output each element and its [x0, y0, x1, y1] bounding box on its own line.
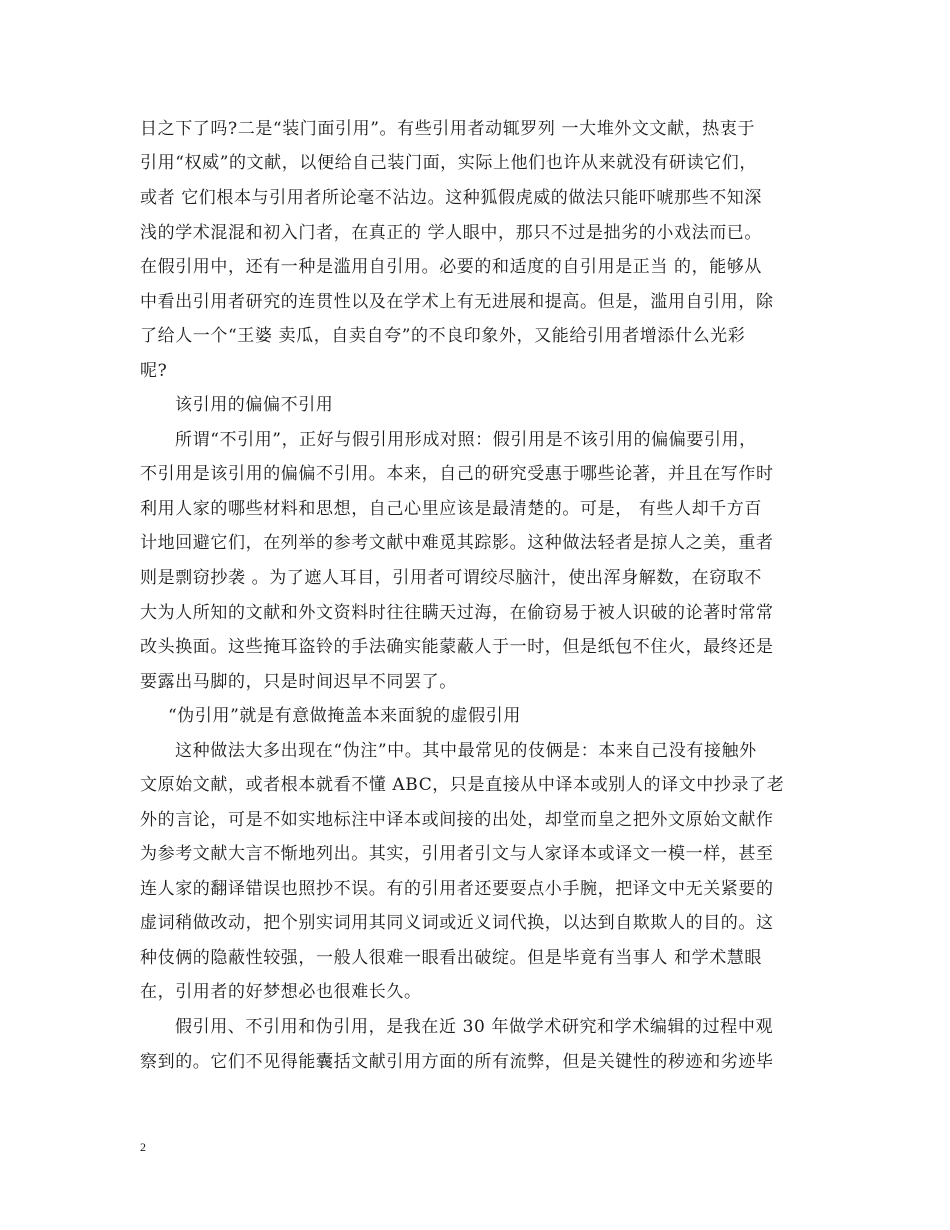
section-heading: 该引用的偏偏不引用: [175, 395, 334, 415]
text-line: 所谓“不引用”，正好与假引用形成对照：假引用是不该引用的偏偏要引用，: [175, 430, 757, 450]
text-line: 连人家的翻译错误也照抄不误。有的引用者还要耍点小手腕，把译文中无关紧要的: [140, 879, 774, 899]
text-line: 在假引用中，还有一种是滥用自引用。必要的和适度的自引用是正当 的，能够从: [140, 257, 763, 277]
section-heading: “伪引用”就是有意做掩盖本来面貌的虚假引用: [168, 706, 521, 726]
text-line: 外的言论，可是不如实地标注中译本或间接的出处，却堂而皇之把外文原始文献作: [140, 810, 774, 830]
text-line: 为参考文献大言不惭地列出。其实，引用者引文与人家译本或译文一模一样，甚至: [140, 844, 774, 864]
text-line: 文原始文献，或者根本就看不懂 ABC，只是直接从中译本或别人的译文中抄录了老: [140, 775, 785, 795]
text-line: 种伎俩的隐蔽性较强，一般人很难一眼看出破绽。但是毕竟有当事人 和学术慧眼: [140, 948, 763, 968]
text-line: 呢?: [140, 361, 168, 381]
text-line: 或者 它们根本与引用者所论毫不沾边。这种狐假虎威的做法只能吓唬那些不知深: [140, 188, 763, 208]
text-line: 不引用是该引用的偏偏不引用。本来，自己的研究受惠于哪些论著，并且在写作时: [140, 464, 774, 484]
text-line: 引用“权威”的文献，以便给自己装门面，实际上他们也许从来就没有研读它们，: [140, 153, 757, 173]
text-line: 这种做法大多出现在“伪注”中。其中最常见的伎俩是：本来自己没有接触外: [175, 741, 757, 761]
text-line: 计地回避它们，在列举的参考文献中难觅其踪影。这种做法轻者是掠人之美，重者: [140, 533, 774, 553]
text-line: 利用人家的哪些材料和思想，自己心里应该是最清楚的。可是， 有些人却千方百: [140, 499, 763, 519]
text-line: 虚词稍做改动，把个别实词用其同义词或近义词代换，以达到自欺欺人的目的。这: [140, 913, 774, 933]
page-number: 2: [140, 1140, 146, 1154]
text-line: 大为人所知的文献和外文资料时往往瞒天过海，在偷窃易于被人识破的论著时常常: [140, 603, 774, 623]
text-line: 要露出马脚的，只是时间迟早不同罢了。: [140, 672, 457, 692]
text-line: 了给人一个“王婆 卖瓜，自卖自夸”的不良印象外，又能给引用者增添什么光彩: [140, 326, 746, 346]
text-line: 改头换面。这些掩耳盗铃的手法确实能蒙蔽人于一时，但是纸包不住火，最终还是: [140, 637, 774, 657]
text-line: 日之下了吗?二是“装门面引用”。有些引用者动辄罗列 一大堆外文文献，热衷于: [140, 119, 756, 139]
text-line: 在，引用者的好梦想必也很难长久。: [140, 982, 422, 1002]
text-line: 察到的。它们不见得能囊括文献引用方面的所有流弊，但是关键性的秽迹和劣迹毕: [140, 1052, 774, 1072]
text-line: 中看出引用者研究的连贯性以及在学术上有无进展和提高。但是，滥用自引用，除: [140, 292, 774, 312]
text-line: 假引用、不引用和伪引用，是我在近 30 年做学术研究和学术编辑的过程中观: [175, 1017, 774, 1037]
text-line: 则是剽窃抄袭 。为了遮人耳目，引用者可谓绞尽脑汁，使出浑身解数，在窃取不: [140, 568, 763, 588]
text-line: 浅的学术混混和初入门者，在真正的 学人眼中，那只不过是拙劣的小戏法而已。: [140, 223, 763, 243]
